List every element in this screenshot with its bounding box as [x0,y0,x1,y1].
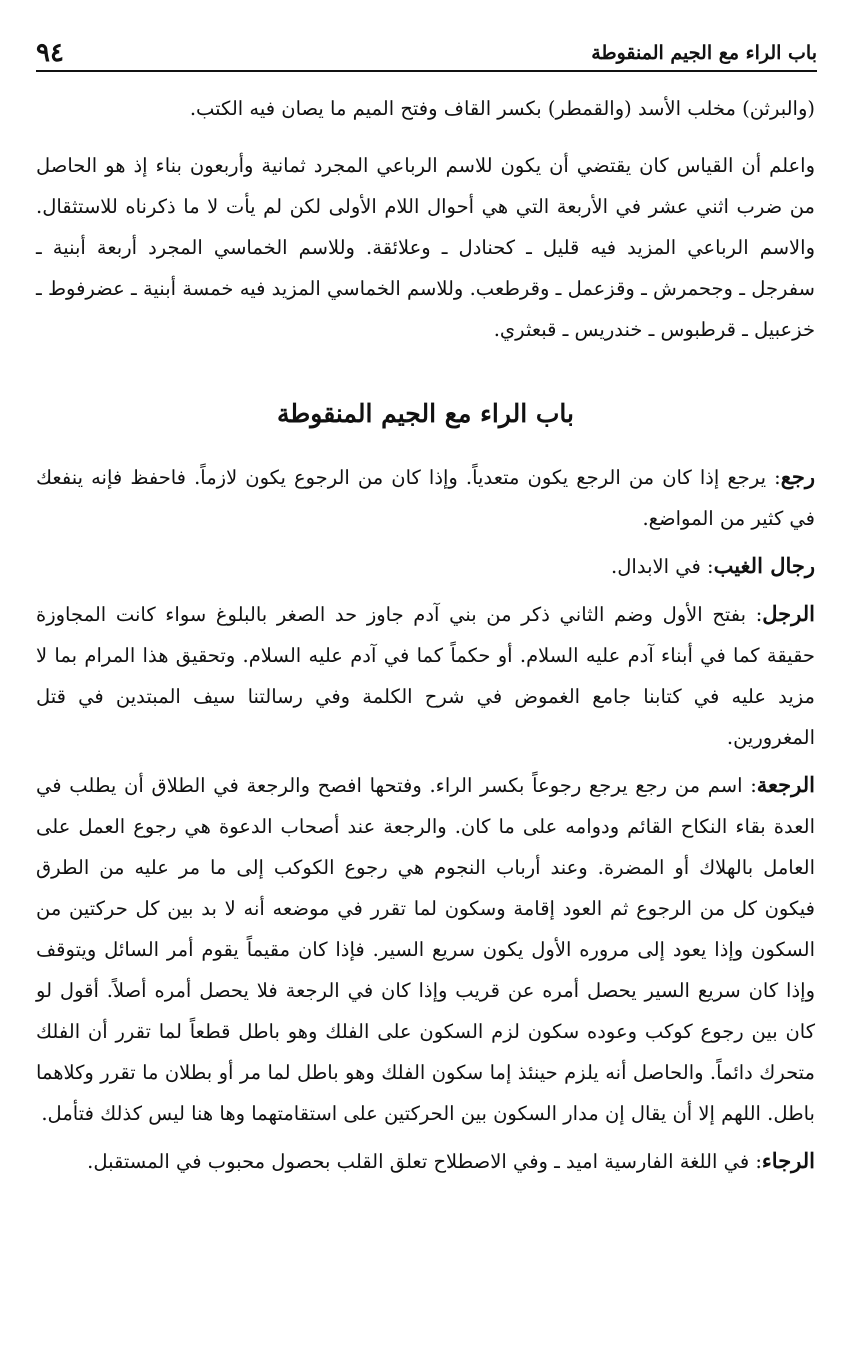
entry-rajaa-verb [36,456,815,539]
entry-al-rajaa [36,764,815,1134]
entry-term: الرجاء [761,1148,815,1173]
entry-rijal-al-ghayb [36,545,815,587]
page-body [36,88,815,1182]
entry-term: الرجل [762,601,815,626]
page-number: ٩٤ [36,38,64,68]
entry-al-rajaa-hope [36,1140,815,1182]
entry-text: : بفتح الأول وضم الثاني ذكر من بني آدم جاوز حد الصغر بالبلوغ سواء كانت المجاوزة حقيقة كما في أبناء آدم عليه السلام. أو حكماً كما في آدم عليه السلام. وتحقيق هذا المرام بما لا مزيد عليه في كتابنا جامع الغموض في شرح الكلمة وفي رسالتنا سيف المبتدين في قتل المغرورين. [36,603,815,749]
entry-al-rajul [36,593,815,758]
entry-text: : في الابدال. [611,555,714,578]
intro-paragraph-2: واعلم أن القياس كان يقتضي أن يكون للاسم الرباعي المجرد ثمانية وأربعون بناء إذ هو الحاصل من ضرب اثني عشر في الأربعة التي هي أحوال اللام الأولى لكن لم يأت لا ما ذكرناه للاستثقال. والاسم الرباعي المزيد فيه قليل ـ كحنادل ـ وعلائقة. وللاسم الخماسي المجرد أربعة أبنية ـ سفرجل ـ وجحمرش ـ وقزعمل ـ وقرطعب. وللاسم الخماسي المزيد فيه خمسة أبنية ـ عضرفوط ـ خزعبيل ـ قرطبوس ـ خندريس ـ قبعثري. [36,154,815,341]
entry-term: رجع [780,464,815,489]
entry-term: رجال الغيب [713,553,815,578]
entry-text: : يرجع إذا كان من الرجع يكون متعدياً. وإذا كان من الرجوع يكون لازماً. فاحفظ فإنه ينفعك في كثير من المواضع. [36,466,815,530]
section-title: باب الراء مع الجيم المنقوطة [277,399,574,428]
running-head: باب الراء مع الجيم المنقوطة [591,42,817,64]
entry-term: الرجعة [756,772,815,797]
entry-text: : في اللغة الفارسية اميد ـ وفي الاصطلاح تعلق القلب بحصول محبوب في المستقبل. [87,1150,762,1173]
intro-paragraph-1: (والبرثن) مخلب الأسد (والقمطر) بكسر القاف وفتح الميم ما يصان فيه الكتب. [189,97,815,120]
page-header [36,30,817,72]
entry-text: : اسم من رجع يرجع رجوعاً بكسر الراء. وفتحها افصح والرجعة في الطلاق أن يطلب في العدة بقاء النكاح القائم ودوامه على ما كان. والرجعة عند أصحاب الدعوة هي رجوع العمل على العامل بالهلاك أو المضرة. وعند أرباب النجوم هي رجوع الكوكب إلى ما مر عليه من الطرق فيكون كل من الرجوع ثم العود إقامة وسكون لما تقرر في موضعه أنه لا بد بين كل حركتين من السكون وإذا يعود إلى مروره الأول يكون سريع السير. فإذا كان مقيماً يقوم أمر السائل ويتوقف وإذا كان سريع السير يحصل أمره عن قريب وإذا كان في الرجعة فلا يحصل أمره أصلاً. أقول لو كان بين رجوع كوكب وعوده سكون لزم السكون على الفلك وهو باطل قطعاً لما تقرر أن الفلك متحرك دائماً. والحاصل أنه يلزم حينئذ إما سكون الفلك وهو باطل لما مر أو بطلان ما تقرر وكلاهما باطل. اللهم إلا أن يقال إن مدار السكون بين الحركتين على استقامتهما وها هنا ليس كذلك فتأمل. [36,774,815,1125]
